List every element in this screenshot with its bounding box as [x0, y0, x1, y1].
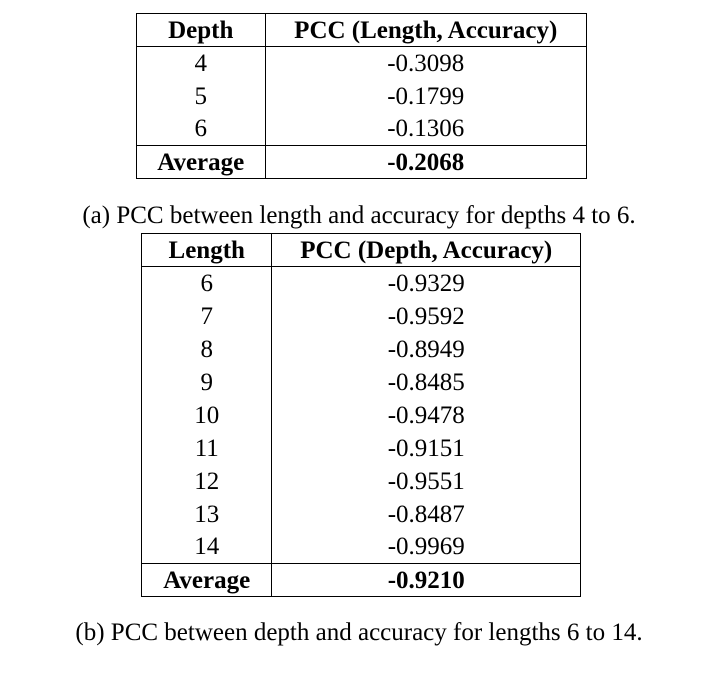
- pcc-cell: -0.1306: [265, 113, 586, 146]
- table-header-row: [142, 234, 581, 267]
- length-cell: 11: [142, 432, 272, 465]
- table-row: [142, 498, 581, 531]
- table-row: [142, 366, 581, 399]
- table-row: [142, 465, 581, 498]
- column-header-depth: Depth: [137, 14, 266, 47]
- length-cell: 7: [142, 300, 272, 333]
- table-row: [142, 267, 581, 300]
- table-header-row: [137, 14, 587, 47]
- column-header-pcc: PCC (Length, Accuracy): [265, 14, 586, 47]
- average-row: [137, 146, 587, 179]
- pcc-cell: -0.9329: [272, 267, 581, 300]
- average-label: Average: [137, 146, 266, 179]
- pcc-cell: -0.9592: [272, 300, 581, 333]
- length-cell: 14: [142, 531, 272, 564]
- table-row: [142, 531, 581, 564]
- column-header-pcc: PCC (Depth, Accuracy): [272, 234, 581, 267]
- pcc-cell: -0.3098: [265, 47, 586, 80]
- average-value: -0.9210: [272, 564, 581, 597]
- table-a-caption: (a) PCC between length and accuracy for depths 4 to 6.: [82, 202, 636, 229]
- length-cell: 13: [142, 498, 272, 531]
- depth-pcc-table: [136, 13, 587, 179]
- table-row: [137, 47, 587, 80]
- average-row: [142, 564, 581, 597]
- table-row: [142, 399, 581, 432]
- length-cell: 6: [142, 267, 272, 300]
- pcc-cell: -0.8487: [272, 498, 581, 531]
- length-cell: 12: [142, 465, 272, 498]
- pcc-cell: -0.1799: [265, 80, 586, 113]
- table-row: [142, 432, 581, 465]
- table-b-caption: (b) PCC between depth and accuracy for lengths 6 to 14.: [75, 619, 643, 646]
- pcc-cell: -0.9969: [272, 531, 581, 564]
- length-cell: 9: [142, 366, 272, 399]
- depth-cell: 4: [137, 47, 266, 80]
- table-row: [142, 300, 581, 333]
- table-row: [137, 113, 587, 146]
- length-cell: 8: [142, 333, 272, 366]
- average-label: Average: [142, 564, 272, 597]
- length-cell: 10: [142, 399, 272, 432]
- column-header-length: Length: [142, 234, 272, 267]
- pcc-cell: -0.9151: [272, 432, 581, 465]
- table-row: [142, 333, 581, 366]
- average-value: -0.2068: [265, 146, 586, 179]
- pcc-cell: -0.8949: [272, 333, 581, 366]
- pcc-cell: -0.8485: [272, 366, 581, 399]
- depth-cell: 5: [137, 80, 266, 113]
- depth-cell: 6: [137, 113, 266, 146]
- table-row: [137, 80, 587, 113]
- length-pcc-table: [141, 233, 581, 597]
- pcc-cell: -0.9551: [272, 465, 581, 498]
- pcc-cell: -0.9478: [272, 399, 581, 432]
